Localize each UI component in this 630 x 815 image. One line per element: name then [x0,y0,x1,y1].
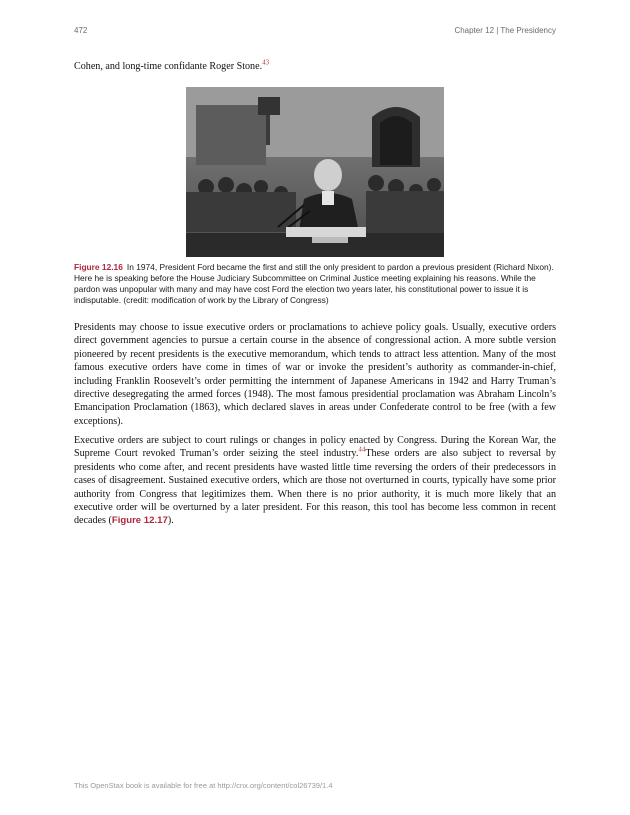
figure-caption [74,262,556,306]
figure-label: Figure 12.16 [74,262,123,272]
footnote-ref-43[interactable]: 43 [262,58,270,67]
p2-text-c: ). [167,515,174,527]
intro-text: Cohen, and long-time confidante Roger Stone. [74,61,263,72]
paragraph-executive-orders: Presidents may choose to issue executive orders or proclamations to achieve policy goals. Usually, executive orders direct government agencies to pursue a certain course in the absence of congressional action. A more subtle version pioneered by recent presidents is the executive memorandum, which tends to attract less attention. Many of the most famous executive orders have come in times of war or invoke the president’s authority as commander-in-chief, including Franklin Roosevelt’s order permitting the internment of Japanese Americans in 1942 and Harry Truman’s directive desegregating the armed forces (1948). The most famous presidential proclamation was Abraham Lincoln’s Emancipation Proclamation (1863), which declared slaves in areas under Confederate control to be free (with a few exceptions). [74,322,556,427]
page-footer: This OpenStax book is available for free at http://cnx.org/content/col26739/1.4 [74,781,333,790]
figure-12-17-link[interactable]: Figure 12.17 [111,515,168,527]
chapter-header: Chapter 12 | The Presidency [454,26,556,35]
p2-text-b: These orders are also subject to reversal by presidents who come after, and recent presidents have wasted little time reversing the orders of their predecessors in cases of disagreement. Sustained executive orders, which are those not overturned in courts, typically have some prior authority from Congress that legitimizes them. When there is no prior authority, it is much more likely that an executive order will be overturned by a later president. For this reason, this tool has become less common in recent decades ( [74,448,556,527]
figure-photo [186,87,444,257]
page-number: 472 [74,26,88,35]
footnote-ref-44[interactable]: 44 [358,446,366,455]
p2-text-a: Executive orders are subject to court rulings or changes in policy enacted by Congress. During the Korean War, the Supreme Court revoked Truman’s order seizing the steel industry. [74,435,556,460]
caption-text: In 1974, President Ford became the first and still the only president to pardon a previous president (Richard Nixon). Here he is speaking before the House Judiciary Subcommittee on Criminal Justice meeting explaining his reasons. While the pardon was unpopular with many and may have cost Ford the election two years later, his constitutional power to issue it is indisputable. (credit: modification of work by the Library of Congress) [74,262,554,305]
ford-hearing-photo [186,87,444,257]
intro-paragraph [74,60,556,73]
paragraph-court-rulings [74,434,556,528]
